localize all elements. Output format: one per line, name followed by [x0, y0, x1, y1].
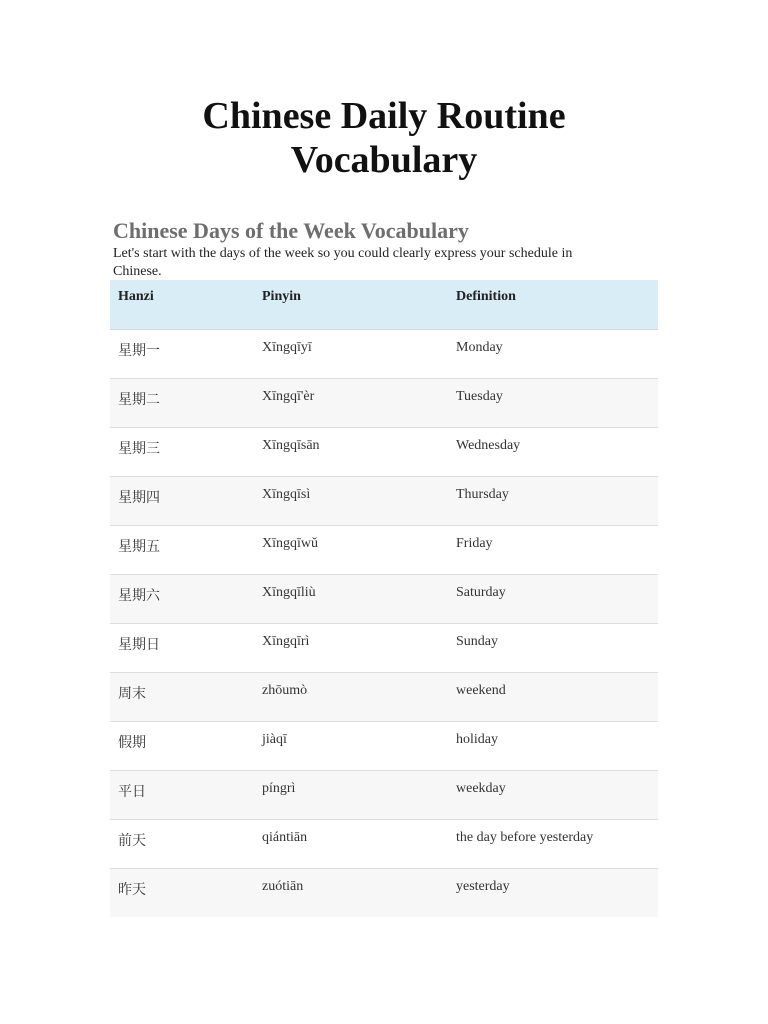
cell-hanzi: 假期 — [118, 734, 146, 751]
table-header — [110, 280, 658, 329]
cell-pinyin: Xīngqī'èr — [262, 388, 315, 404]
cell-pinyin: jiàqī — [262, 731, 287, 747]
table-row — [110, 868, 658, 917]
table-row — [110, 574, 658, 623]
header-pinyin: Pinyin — [254, 280, 448, 329]
cell-pinyin: zuótiān — [262, 878, 304, 894]
cell-definition: Sunday — [456, 633, 498, 649]
table-row — [110, 721, 658, 770]
table-row — [110, 427, 658, 476]
table-row — [110, 525, 658, 574]
table-row — [110, 819, 658, 868]
section-heading: Chinese Days of the Week Vocabulary — [113, 218, 469, 243]
header-definition: Definition — [448, 280, 658, 329]
page-title-line-1: Chinese Daily Routine — [202, 95, 566, 137]
vocabulary-table — [110, 280, 658, 917]
cell-pinyin: Xīngqīliù — [262, 584, 316, 600]
cell-pinyin: Xīngqīwǔ — [262, 535, 318, 551]
header-hanzi: Hanzi — [110, 280, 254, 329]
cell-hanzi: 星期六 — [118, 587, 160, 604]
cell-pinyin: Xīngqīsì — [262, 486, 311, 502]
section-intro: Let's start with the days of the week so you could clearly express your schedule in Chinese. — [113, 246, 573, 279]
cell-definition: holiday — [456, 731, 498, 747]
cell-pinyin: Xīngqīyī — [262, 339, 312, 355]
cell-pinyin: píngrì — [262, 780, 296, 796]
cell-hanzi: 星期三 — [118, 440, 160, 457]
cell-definition: Saturday — [456, 584, 506, 600]
cell-hanzi: 星期二 — [118, 391, 160, 408]
cell-definition: the day before yesterday — [456, 829, 594, 845]
page-title — [0, 94, 768, 182]
cell-definition: weekday — [456, 780, 506, 796]
cell-hanzi: 星期五 — [118, 538, 160, 555]
cell-hanzi: 昨天 — [118, 881, 146, 898]
cell-hanzi: 星期四 — [118, 489, 160, 506]
table-row — [110, 329, 658, 378]
cell-pinyin: Xīngqīrì — [262, 633, 310, 649]
cell-hanzi: 平日 — [118, 783, 146, 800]
table-row — [110, 672, 658, 721]
table-row — [110, 476, 658, 525]
cell-definition: yesterday — [456, 878, 510, 894]
cell-definition: Monday — [456, 339, 503, 355]
cell-definition: Wednesday — [456, 437, 521, 453]
cell-hanzi: 星期日 — [118, 636, 160, 653]
table-row — [110, 378, 658, 427]
table-body — [110, 329, 658, 917]
cell-pinyin: qiántiān — [262, 829, 308, 845]
cell-definition: Friday — [456, 535, 493, 551]
cell-definition: Tuesday — [456, 388, 503, 404]
cell-definition: Thursday — [456, 486, 509, 502]
cell-definition: weekend — [456, 682, 506, 698]
table-header-row — [110, 280, 658, 329]
cell-pinyin: zhōumò — [262, 682, 308, 698]
cell-hanzi: 前天 — [118, 832, 146, 849]
table-row — [110, 623, 658, 672]
table-row — [110, 770, 658, 819]
cell-hanzi: 周末 — [118, 685, 146, 702]
cell-hanzi: 星期一 — [118, 342, 160, 359]
cell-pinyin: Xīngqīsān — [262, 437, 320, 453]
page-title-line-2: Vocabulary — [290, 139, 478, 181]
